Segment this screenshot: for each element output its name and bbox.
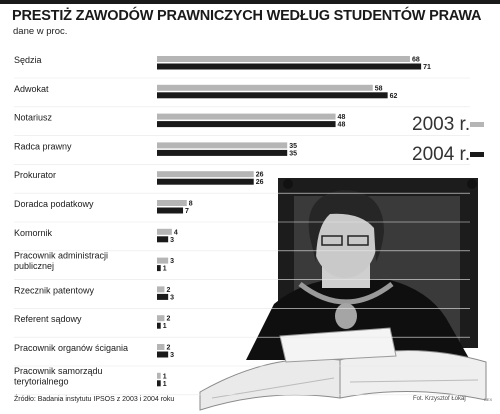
bar-2004 [157,294,168,300]
bar-2004-value: 7 [185,208,189,215]
bar-2003 [157,286,164,292]
category-label [14,55,42,65]
bar-2004 [157,380,161,386]
bar-2003-value: 48 [337,114,346,122]
bar-2004 [157,150,287,156]
category-label-line: Sędzia [14,55,42,65]
category-label [14,141,72,151]
category-label-line: Notariusz [14,112,53,123]
category-label-line: Prokurator [14,170,57,181]
bar-2003-value: 3 [170,258,175,266]
category-label-line: Pracownik administracji [14,250,109,261]
bar-2003 [157,56,410,62]
category-label-line: Pracownik samorządu [14,365,103,376]
category-label-line: terytorialnego [14,376,69,387]
category-label-line: Adwokat [14,83,49,94]
bar-2003 [157,315,164,321]
category-label-line: publicznej [14,261,55,272]
bar-2003-value: 2 [166,286,171,294]
category-label [14,113,53,123]
bar-2003 [157,142,287,148]
bar-2004-value: 71 [423,64,431,71]
category-label-line: Doradca podatkowy [14,199,94,209]
bar-2003 [157,344,164,350]
bar-2003-value: 4 [173,229,178,237]
bar-2004-value: 1 [162,265,167,273]
bar-2003-value: 1 [162,373,167,381]
category-label [14,366,103,387]
bar-2003-value: 35 [289,142,297,150]
bar-2003-value: 58 [374,85,383,93]
bar-2004-value: 48 [337,121,346,129]
legend-label-2003: 2003 r. [412,114,471,135]
category-label-line: Referent sądowy [14,314,82,325]
category-label-line: Komornik [14,227,53,238]
legend-label-2004: 2004 r. [412,144,471,165]
bar-2003-value: 2 [166,315,171,323]
bar-2004-value: 1 [162,323,167,331]
category-label [14,84,49,94]
category-label [14,170,56,180]
category-label [14,199,94,209]
category-label-line: Radca prawny [14,141,72,152]
bar-2003 [157,85,373,91]
bar-2003 [157,114,336,120]
bar-2003-value: 2 [166,344,171,352]
bar-2004 [157,208,183,214]
legend-swatch-2004 [470,152,484,157]
bar-2004 [157,352,168,358]
category-label [14,285,95,295]
bar-2004-value: 26 [255,179,264,187]
bar-2004-value: 1 [162,380,167,388]
category-label [14,251,108,272]
category-label [14,314,82,324]
bar-2004 [157,265,161,271]
bar-2003-value: 8 [188,200,193,208]
bar-2004 [157,179,254,185]
chart-subtitle: dane w proc. [13,26,68,37]
bar-2003 [157,229,172,235]
bar-2003-value: 26 [255,171,264,179]
bar-2003-value: 68 [411,56,420,64]
bar-2004 [157,92,388,98]
category-label [14,343,128,353]
bar-2003 [157,258,168,264]
bar-2004-value: 3 [170,236,175,244]
photo-agency-mark: REX [484,397,493,402]
bar-2004 [157,236,168,242]
bar-2003 [157,171,254,177]
bar-2004 [157,323,161,329]
bar-2003 [157,200,187,206]
chart-title: PRESTIŻ ZAWODÓW PRAWNICZYCH WEDŁUG STUDENTÓW PRAWA [12,8,482,24]
category-label-line: Rzecznik patentowy [14,285,95,296]
legend-swatch-2003 [470,122,484,127]
category-label [14,228,53,238]
bar-2003 [157,373,161,379]
bar-2004 [157,64,421,70]
bar-2004-value: 3 [170,294,175,302]
category-label-line: Pracownik organów ścigania [14,343,129,353]
bar-2004 [157,121,336,127]
bar-2004-value: 3 [170,352,175,359]
bar-2004-value: 35 [289,150,297,158]
photo-credit: Fot. Krzysztof Łokaj [413,396,466,402]
source-note: Źródło: Badania instytutu IPSOS z 2003 i 2004 roku [14,396,175,403]
bar-2004-value: 62 [389,92,398,100]
